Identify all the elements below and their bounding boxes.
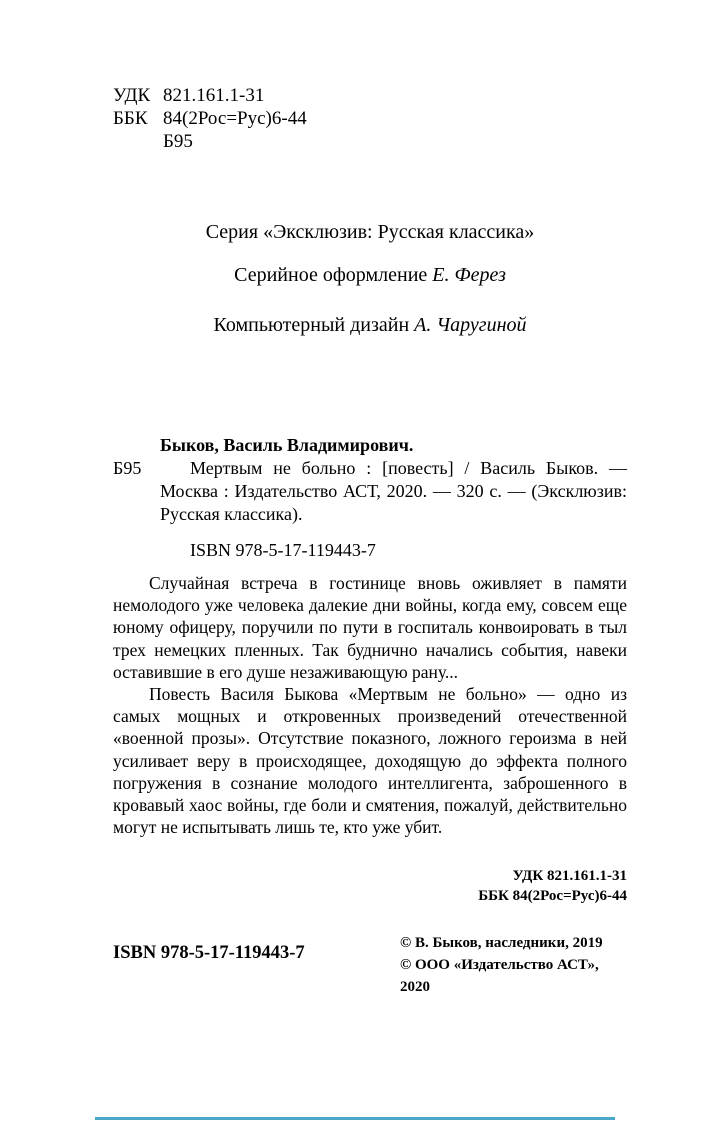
catalog-author: Быков, Василь Владимирович.	[160, 435, 414, 455]
copyright-publisher: © ООО «Издательство АСТ», 2020	[400, 957, 599, 995]
series-block	[113, 220, 627, 337]
classification-codes-right	[113, 866, 627, 906]
catalog-author-sign: Б95	[113, 458, 142, 478]
computer-design-name: А. Чаругиной	[414, 314, 527, 336]
udk-line	[113, 84, 627, 107]
imprint-footer	[113, 932, 627, 995]
computer-design-line	[113, 313, 627, 337]
series-design-prefix: Серийное оформление	[234, 264, 428, 286]
annotation-block	[113, 572, 627, 838]
bbk-right: ББК 84(2Рос=Рус)6-44	[478, 888, 627, 904]
series-design-line	[113, 263, 627, 287]
series-design-name: Е. Ферез	[432, 264, 506, 286]
udk-right: УДК 821.161.1-31	[512, 868, 627, 884]
series-title: Серия «Эксклюзив: Русская классика»	[205, 221, 535, 243]
catalog-entry	[113, 457, 627, 526]
scan-artifact-line	[95, 1117, 615, 1120]
annotation-paragraph-2: Повесть Василя Быкова «Мертвым не больно» — одно из самых мощных и откровенных произведений отечественной «военной прозы». Отсутствие показного, ложного героизма в ней усиливает веру в происходящее, доходящую до эффекта полного погружения в сознание молодого интеллигента, заброшенного в кровавый хаос войны, где боли и смятения, пожалуй, действительно могут не испытывать лишь те, кто уже убит.	[113, 684, 627, 838]
catalog-description: Мертвым не больно : [повесть] / Василь Быков. — Москва : Издательство АСТ, 2020. — 320 с. — (Эксклюзив: Русская классика).	[160, 458, 627, 524]
classification-codes-top	[113, 84, 627, 153]
copyright-block	[400, 932, 627, 998]
author-sign: Б95	[163, 131, 193, 152]
annotation-paragraph-1: Случайная встреча в гостинице вновь оживляет в памяти немолодого уже человека далекие дни войны, когда ему, совсем еще юному офицеру, поручили по пути в госпиталь конвоировать в тыл трех немецких пленных. Так буднично начались события, навеки оставившие в его душе незаживающую рану...	[113, 573, 627, 682]
udk-value: 821.161.1-31	[163, 85, 265, 106]
copyright-author: © В. Быков, наследники, 2019	[400, 935, 603, 951]
bbk-value: 84(2Рос=Рус)6-44	[163, 108, 307, 129]
catalog-card	[113, 434, 627, 562]
bbk-line	[113, 107, 627, 130]
bbk-label: ББК	[113, 108, 148, 129]
footer-isbn: ISBN 978-5-17-119443-7	[113, 943, 305, 963]
udk-label: УДК	[113, 85, 151, 106]
computer-design-prefix: Компьютерный дизайн	[213, 314, 410, 336]
catalog-isbn: ISBN 978-5-17-119443-7	[190, 540, 376, 560]
